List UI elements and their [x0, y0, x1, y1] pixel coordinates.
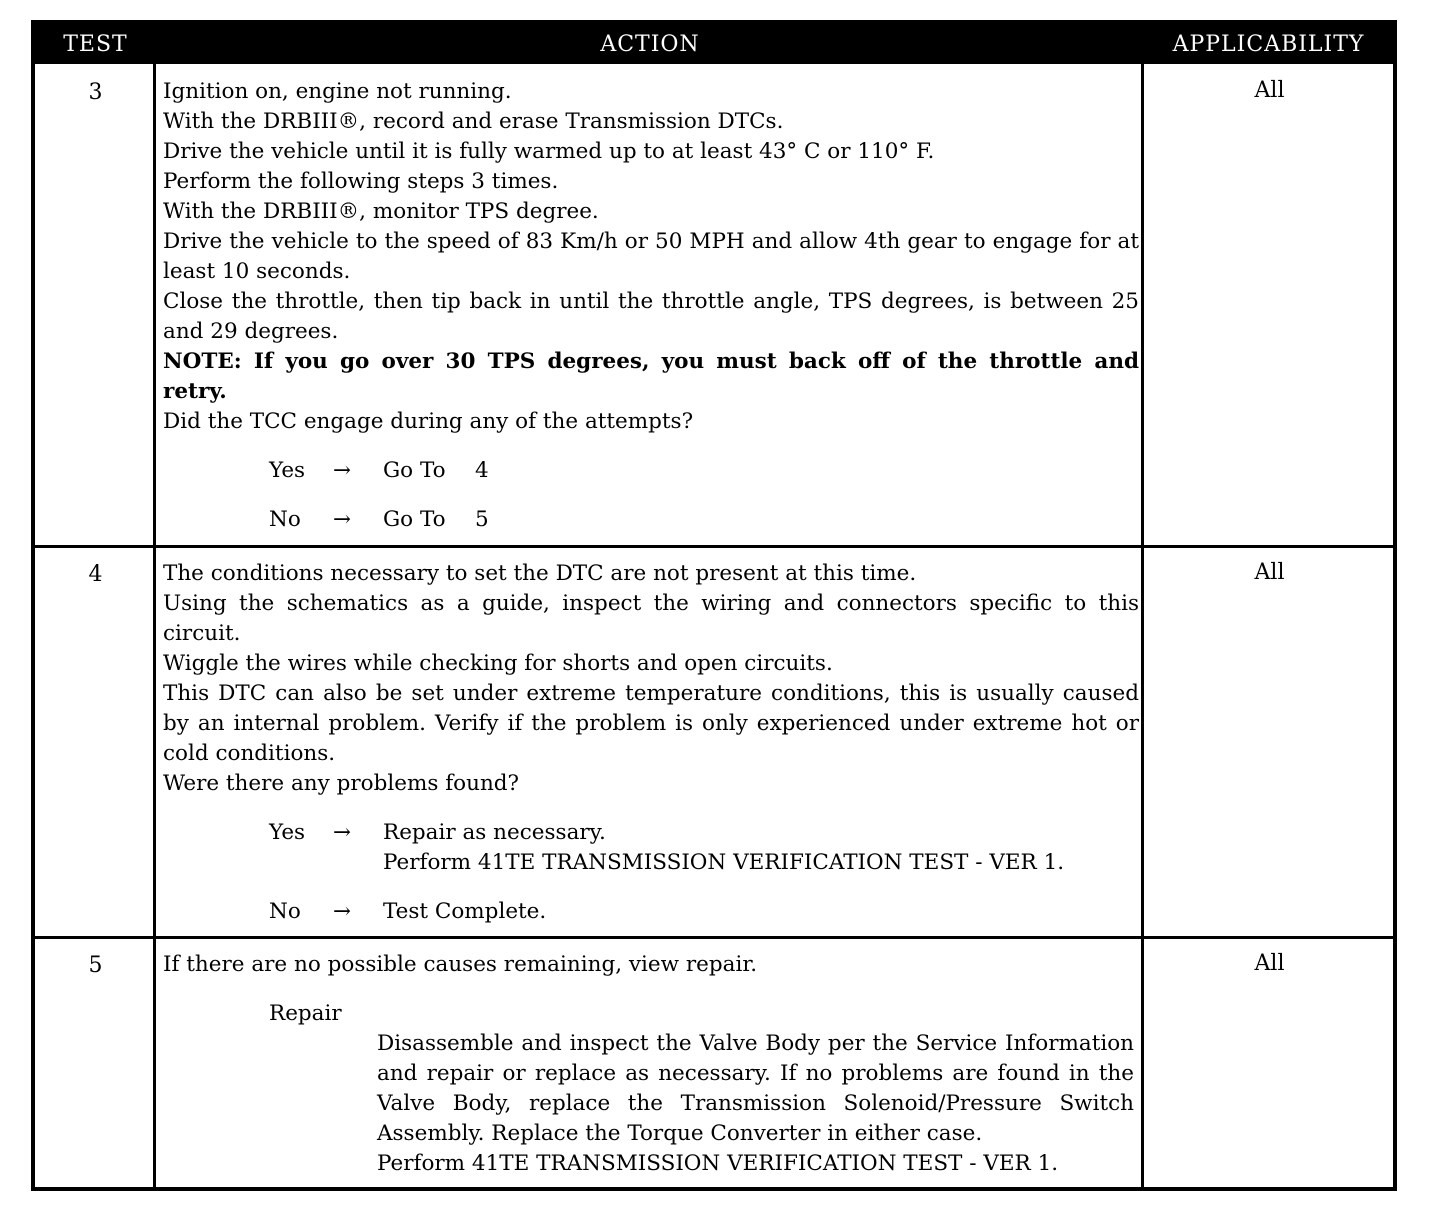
question-text: Did the TCC engage during any of the attempts?: [163, 409, 694, 434]
action-line: Close the throttle, then tip back in until the throttle angle, TPS degrees, is between 25 and 29 degrees.: [163, 289, 1139, 344]
action-line: With the DRBIII®, record and erase Transmission DTCs.: [163, 109, 784, 134]
goto-target: 4: [475, 458, 489, 483]
action-line: Ignition on, engine not running.: [163, 79, 512, 104]
repair-text: Disassemble and inspect the Valve Body per the Service Information and repair or replace as necessary. If no problems are found in the Valve Body, replace the Transmission Solenoid/Pressure Switch Assembly. Replace the Torque Converter in either case.: [377, 1031, 1134, 1146]
repair-label: Repair: [269, 1001, 342, 1026]
table-header: [35, 24, 1393, 64]
goto-target: 5: [475, 507, 489, 532]
arrow-right-icon: →: [333, 458, 352, 483]
branch-no: [163, 897, 1139, 927]
action-line: The conditions necessary to set the DTC are not present at this time.: [163, 561, 917, 586]
repair-verify: Perform 41TE TRANSMISSION VERIFICATION TEST - VER 1.: [377, 1151, 1059, 1176]
header-applicability: APPLICABILITY: [1172, 32, 1365, 57]
goto-text: Go To: [383, 507, 446, 532]
action-cell: [163, 559, 1139, 927]
action-line: Using the schematics as a guide, inspect the wiring and connectors specific to this circuit.: [163, 591, 1139, 646]
test-number: 3: [88, 80, 103, 105]
branch-result: Repair as necessary.: [383, 820, 606, 845]
branch-no: [163, 505, 1139, 535]
test-number: 5: [88, 953, 103, 978]
applicability-value: All: [1254, 951, 1285, 976]
branch-result: Test Complete.: [383, 899, 547, 924]
action-line: Drive the vehicle to the speed of 83 Km/h or 50 MPH and allow 4th gear to engage for at least 10 seconds.: [163, 229, 1139, 284]
branch-result: Perform 41TE TRANSMISSION VERIFICATION TEST - VER 1.: [383, 850, 1065, 875]
diagnostic-table: [31, 20, 1397, 1191]
branch-label: Yes: [269, 820, 306, 845]
table-row: [35, 64, 1393, 545]
arrow-right-icon: →: [333, 899, 352, 924]
header-action: ACTION: [600, 32, 700, 57]
branch-yes: [163, 818, 1139, 878]
question-text: Were there any problems found?: [163, 771, 520, 796]
arrow-right-icon: →: [333, 507, 352, 532]
action-line: Wiggle the wires while checking for shorts and open circuits.: [163, 651, 833, 676]
test-number: 4: [88, 562, 103, 587]
branch-yes: [163, 456, 1139, 486]
arrow-right-icon: →: [333, 820, 352, 845]
applicability-value: All: [1254, 560, 1285, 585]
action-line: Drive the vehicle until it is fully warmed up to at least 43° C or 110° F.: [163, 139, 935, 164]
action-cell: [163, 77, 1139, 535]
table-row: [35, 548, 1393, 936]
branch-label: Yes: [269, 458, 306, 483]
applicability-value: All: [1254, 78, 1285, 103]
action-cell: [163, 950, 1139, 1179]
header-test: TEST: [63, 32, 128, 57]
action-line: If there are no possible causes remaining, view repair.: [163, 952, 758, 977]
note-text: NOTE: If you go over 30 TPS degrees, you must back off of the throttle and retry.: [163, 349, 1139, 404]
table-row: [35, 939, 1393, 1191]
goto-text: Go To: [383, 458, 446, 483]
action-line: This DTC can also be set under extreme temperature conditions, this is usually caused by an internal problem. Verify if the problem is only experienced under extreme hot or cold conditions.: [163, 681, 1139, 766]
branch-label: No: [269, 899, 301, 924]
action-line: Perform the following steps 3 times.: [163, 169, 559, 194]
action-line: With the DRBIII®, monitor TPS degree.: [163, 199, 599, 224]
branch-label: No: [269, 507, 301, 532]
